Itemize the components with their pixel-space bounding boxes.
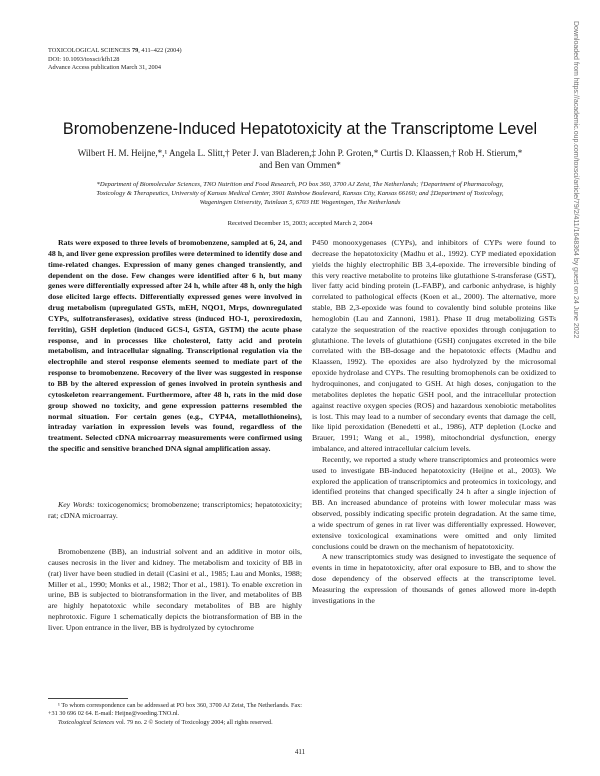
footnote-divider	[48, 698, 128, 699]
affiliation-line-3: Wageningen University, Tuinlaan 5, 6703 HE Wageningen, The Netherlands	[199, 199, 401, 207]
footnotes	[48, 702, 302, 727]
keywords-label: Key Words:	[58, 500, 95, 509]
download-watermark	[565, 15, 585, 665]
doi-line: DOI: 10.1093/toxsci/kfh128	[48, 55, 120, 63]
affiliation-line-2: Toxicology & Therapeutics, University of Kansas Medical Center, 3901 Rainbow Boulevard, Kansas City, Kansas 66160; and ‡Department of Toxicology,	[96, 190, 504, 198]
copyright-footnote: Toxicological Sciences vol. 79 no. 2 © Society of Toxicology 2004; all rights reserved.	[58, 718, 273, 726]
article-title: Bromobenzene-Induced Hepatotoxicity at the Transcriptome Level	[62, 120, 538, 138]
affiliation-line-1: *Department of Biomolecular Sciences, TNO Nutrition and Food Research, PO box 360, 3700 AJ Zeist, The Netherlands; †Department of Pharmacology,	[96, 181, 504, 188]
abstract	[48, 238, 302, 455]
authors-line-2: and Ben van Ommen*	[259, 159, 341, 170]
intro-text: Bromobenzene (BB), an industrial solvent and an additive in motor oils, causes necrosis in the liver and kidney. The metabolism and toxicity of BB in (rat) liver have been studied in detail (Casini et al., 1985; Lau and Monks, 1988; Miller et al., 1990; Monks et al., 1982; Thor et al., 1981). To enable excretion in urine, BB is subjected to biotransformation in the liver, and metabolites of BB are highly hepatotoxic while secondary metabolites of BB are highly nephrotoxic. Figure 1 schematically depicts the biotransformation of BB in the liver. Upon entrance in the liver, BB is hydrolyzed by cytochrome	[48, 547, 302, 632]
introduction-paragraph	[48, 547, 302, 634]
download-watermark-text: Downloaded from https://academic.oup.com/toxsci/article/79/2/411/1648364 by guest on 24 June 2022	[572, 21, 579, 339]
right-paragraph-1: P450 monooxygenases (CYPs), and inhibitors of CYPs were found to decrease the hepatotoxicity (Madhu et al., 1992). CYP mediated epoxidation yields the highly electrophilic BB 3,4-epoxide. The irreversible binding of this very reactive metabolite to proteins like glutathione S-transferase (GST), liver fatty acid binding protein (L-FABP), and carbonic anhydrase, is highly correlated to pathological effects (Koen et al., 2000). The alternative, more stable, BB 2,3-epoxide was found to covalently bind soluble proteins like hemoglobin (Lau and Zannoni, 1981). Phase II drug metabolizing GSTs catalyze the sequestration of the reactive epoxides through conjugation to glutathione. The levels of glutathione (GSH) conjugates excreted in the bile correlated with the BB-dosage and the hepatotoxic effects (Madhu and Klaassen, 1992). The epoxides are also hydrolyzed by the microsomal epoxide hydrolase and CYPs. The resulting bromophenols can be oxidized to hydroquinones, and conjugated to GSH. At high doses, conjugation to the metabolites depletes the hepatic GSH pool, and the intracellular protection against reactive oxygen species (ROS) and hazardous xenobiotic metabolites is lost. This may lead to a number of secondary events that damage the cell, like lipid peroxidation (Benedetti et al., 1986), ATP depletion (Locke and Brauer, 1991; Wang et al., 1998), mitochondrial dysfunction, energy imbalance, and altered intracellular calcium levels.	[312, 238, 556, 454]
page-number: 411	[294, 748, 306, 756]
advance-access-line: Advance Access publication March 31, 2004	[48, 64, 161, 72]
correspondence-footnote: ¹ To whom correspondence can be addressed at PO box 360, 3700 AJ Zeist, The Netherlands. Fax: +31 30 696 02 64. E-mail: Heijne@voeding.TNO.nl.	[48, 702, 302, 718]
author-list	[60, 148, 540, 171]
keywords	[48, 500, 302, 522]
received-dates: Received December 15, 2003; accepted March 2, 2004	[227, 220, 373, 227]
keywords-text: toxicogenomics; bromobenzene; transcriptomics; hepatotoxicity; rat; cDNA microarray.	[48, 500, 303, 520]
affiliations	[44, 180, 556, 208]
authors-line-1: Wilbert H. M. Heijne,*,¹ Angela L. Slitt,† Peter J. van Bladeren,‡ John P. Groten,* Curtis D. Klaassen,† Rob H. Stierum,*	[77, 148, 523, 158]
right-paragraph-3: A new transcriptomics study was designed to investigate the sequence of events in time in hepatotoxicity, after oral exposure to BB, and to show the dose dependency of the observed effects at the transcriptome level. Measuring the expression of thousands of genes allowed more in-depth investigations in the	[312, 552, 556, 605]
right-column	[312, 238, 556, 607]
right-paragraph-2: Recently, we reported a study where transcriptomics and proteomics were used to investigate BB-induced hepatotoxicity (Heijne et al., 2003). We explored the application of transcriptomics and proteomics in toxicology, and identified proteins that changed specifically 24 h after a single injection of BB. An increased abundance of proteins with lower molecular mass was observed, possibly indicating specific protein degradation. At the same time, a wide spectrum of genes in rat liver was differentially expressed. However, extensive toxicological examinations were omitted and only limited conclusions could be drawn on the mechanism of hepatotoxicity.	[312, 454, 556, 551]
journal-citation-line: TOXICOLOGICAL SCIENCES 79, 411–422 (2004)	[48, 47, 182, 54]
abstract-text: Rats were exposed to three levels of bromobenzene, sampled at 6, 24, and 48 h, and liver gene expression profiles were determined to identify dose and time-related changes. Expression of many genes changed transiently, and dependent on the dose. Few changes were identified after 6 h, but many genes were differentially expressed after 24 h, while after 48 h, only the high dose elicited large effects. Differentially expressed genes were involved in drug metabolism (upregulated GSTs, mEH, NQO1, Mrps, downregulated CYPs, sulfotransferases), oxidative stress (induced HO-1, peroxiredoxin, ferritin), GSH depletion (induced GCS-l, GSTA, GSTM) the acute phase response, and in processes like cholesterol, fatty acid and protein metabolism, and intracellular signaling. Transcriptional regulation via the electrophile and sterol response elements seemed to mediate part of the response to bromobenzene. Recovery of the liver was suggested in response to BB by the altered expression of genes involved in protein synthesis and cytoskeleton rearrangement. Furthermore, after 48 h, rats in the mid dose group showed no toxicity, and gene expression patterns resembled the normal situation. For certain genes (e.g., CYP4A, metallothioneins), intraday variation in expression levels was found, regardless of the treatment. Selected cDNA microarray measurements were confirmed using the specific and sensitive branched DNA signal amplification assay.	[48, 238, 302, 454]
journal-header	[48, 47, 182, 73]
